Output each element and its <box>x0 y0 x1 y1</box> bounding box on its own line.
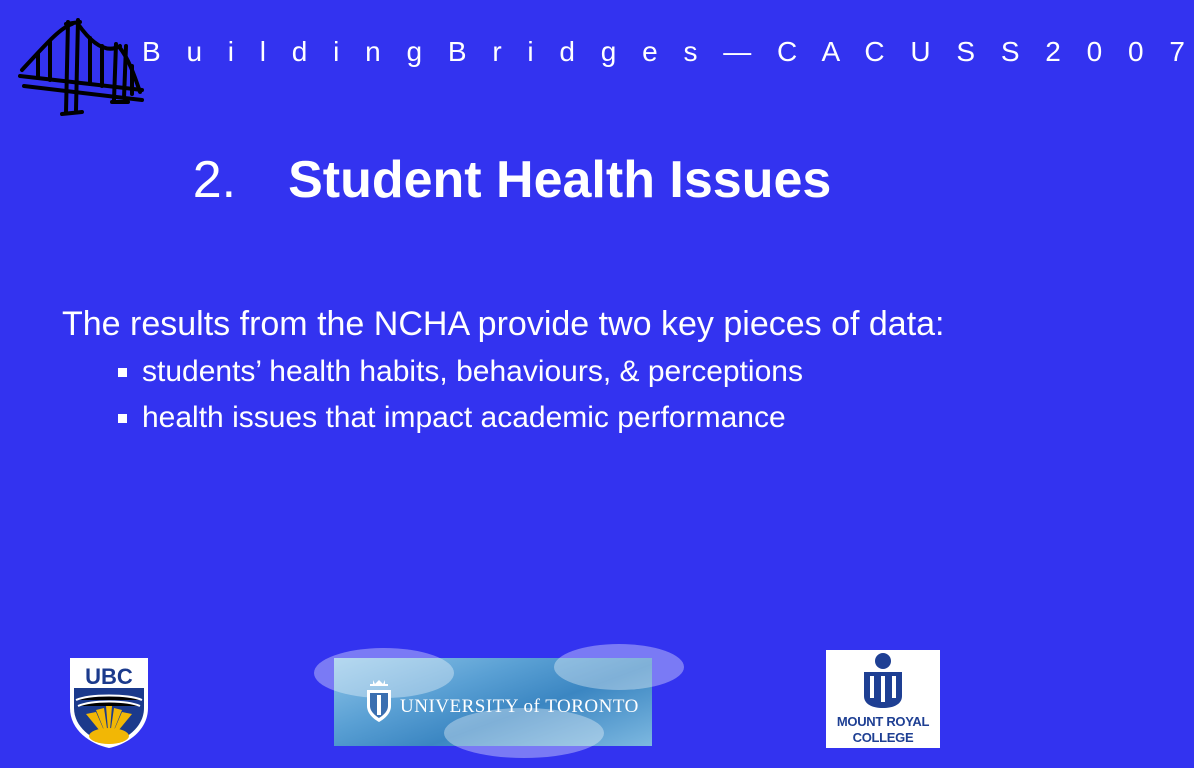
bullet-text: health issues that impact academic performance <box>142 401 786 434</box>
bridge-icon <box>16 14 146 114</box>
intro-paragraph: The results from the NCHA provide two key pieces of data: <box>62 305 945 343</box>
ubc-logo <box>66 656 152 750</box>
mount-royal-line1: MOUNT ROYAL <box>836 714 930 729</box>
slide-number: 2. <box>192 151 237 209</box>
uoft-logo-text: UNIVERSITY of TORONTO <box>400 696 639 717</box>
slide-title: Student Health Issues <box>288 151 832 209</box>
mount-royal-logo <box>826 650 940 748</box>
bullet-item <box>62 352 962 391</box>
bullet-list <box>62 352 962 437</box>
slide-heading <box>0 150 1024 210</box>
square-bullet-icon <box>118 368 127 377</box>
square-bullet-icon <box>118 414 127 423</box>
ubc-logo-text: UBC <box>85 664 133 689</box>
bullet-text: students’ health habits, behaviours, & perceptions <box>142 355 803 388</box>
uoft-crest-icon <box>364 680 394 724</box>
uoft-logo <box>334 658 652 746</box>
bullet-item <box>62 398 962 437</box>
slide-body <box>62 302 962 444</box>
header-title: B u i l d i n g B r i d g e s — C A C U S S 2 0 0 7 <box>142 36 1194 67</box>
mount-royal-line2: COLLEGE <box>852 730 914 745</box>
mount-royal-emblem-icon <box>858 652 908 712</box>
